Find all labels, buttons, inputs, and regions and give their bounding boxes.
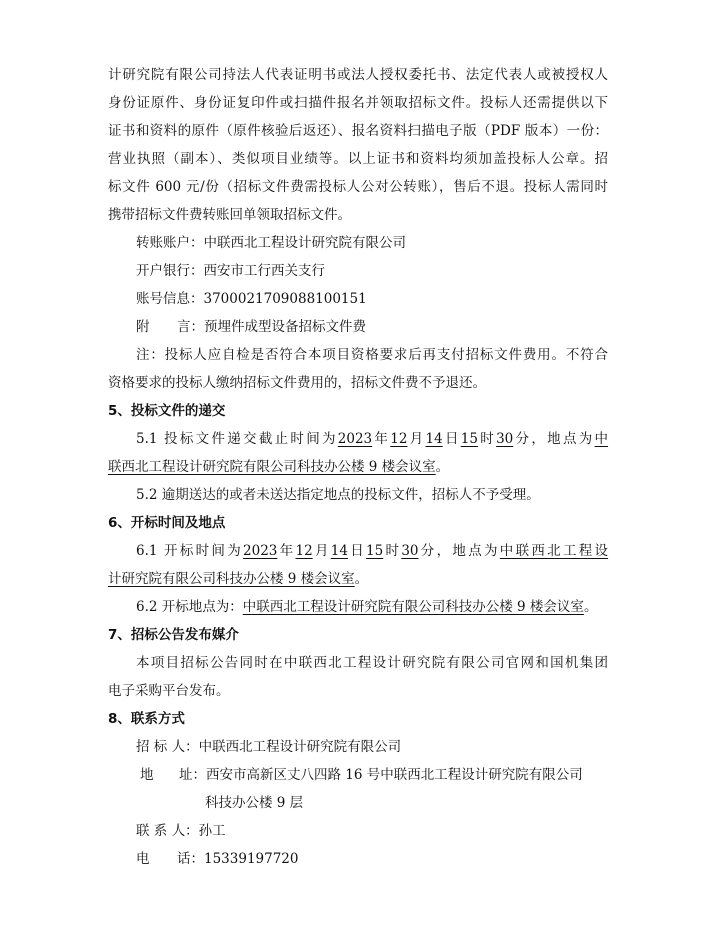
section-6-2 [136,597,608,617]
unit-minute: 分 [418,543,437,559]
remark-line: 注：投标人应自检是否符合本项目资格要求后再支付招标文件费用。不符合 [136,347,608,363]
unit-day: 日 [347,543,367,559]
intro-line: 身份证原件、身份证复印件或扫描件报名并领取招标文件。投标人还需提供以下 [108,95,608,111]
remark-line: 资格要求的投标人缴纳招标文件费用的，招标文件费不予退还。 [108,375,486,391]
opening-day: 14 [330,543,348,559]
section-7-heading: 7、招标公告发布媒介 [108,627,239,643]
contact-tenderer [136,737,608,757]
section-5-1 [136,429,608,449]
intro-line: 证书和资料的原件（原件核验后返还）、报名资料扫描电子版（PDF 版本）一份： [108,123,608,139]
address-label: 地 [140,767,154,783]
tenderer-label: 招 标 人： [136,739,199,755]
deadline-minute: 30 [496,431,514,447]
payment-account [136,233,608,253]
payment-bank-label: 开户银行： [136,263,204,279]
payment-note [136,317,608,337]
opening-location: 中联西北工程设 [499,543,609,559]
opening-location-cont: 计研究院有限公司科技办公楼 9 楼会议室 [108,571,355,587]
section-7-line: 本项目招标公告同时在中联西北工程设计研究院有限公司官网和国机集团 [136,655,608,671]
contact-address [140,765,608,785]
unit-day: 日 [442,431,461,447]
intro-line: 计研究院有限公司持法人代表证明书或法人授权委托书、法定代表人或被授权人 [108,67,608,83]
period: 。 [435,459,450,475]
section-8-heading: 8、联系方式 [108,711,185,727]
section-6-1-cont [108,569,608,589]
submission-location: 中 [594,431,609,447]
submission-location-cont: 联西北工程设计研究院有限公司科技办公楼 9 楼会议室 [108,459,436,475]
payment-note-label: 附 [136,319,150,335]
section-6-1 [136,541,608,561]
payment-number [136,289,608,309]
section-5-2: 5.2 逾期送达的或者未送达指定地点的投标文件，招标人不予受理。 [136,487,540,503]
opening-minute: 30 [401,543,419,559]
intro-line: 携带招标文件费转账回单领取招标文件。 [108,207,351,223]
section-6-heading: 6、开标时间及地点 [108,515,226,531]
address-label-2: 址： [179,767,206,783]
payment-account-label: 转账账户： [136,235,204,251]
unit-month: 月 [312,543,331,559]
section-5-heading: 5、投标文件的递交 [108,403,226,419]
phone-label-2: 话： [177,851,204,867]
unit-year: 年 [277,543,296,559]
opening-place: 中联西北工程设计研究院有限公司科技办公楼 9 楼会议室 [242,599,584,615]
payment-number-value: 3700021709088100151 [203,291,367,307]
payment-bank [136,261,608,281]
unit-year: 年 [372,431,391,447]
payment-bank-value: 西安市工行西关支行 [203,263,325,279]
phone-label: 电 [136,851,150,867]
contact-label: 联 系 人： [136,823,199,839]
tenderer-value: 中联西北工程设计研究院有限公司 [198,739,402,755]
section-7-line: 电子采购平台发布。 [108,683,230,699]
period: 。 [354,571,369,587]
deadline-year: 2023 [337,431,373,447]
unit-hour: 时 [477,431,497,447]
payment-number-label: 账号信息： [136,291,204,307]
contact-address-cont: 科技办公楼 9 层 [205,795,304,811]
deadline-month: 12 [390,431,408,447]
deadline-hour: 15 [460,431,478,447]
opening-month: 12 [295,543,313,559]
location-prefix: ，地点为 [436,543,500,559]
address-value: 西安市高新区丈八四路 16 号中联西北工程设计研究院有限公司 [206,767,583,783]
unit-month: 月 [407,431,426,447]
unit-minute: 分 [513,431,532,447]
phone-value: 15339197720 [204,851,299,867]
unit-hour: 时 [383,543,402,559]
intro-line: 营业执照（副本）、类似项目业绩等。以上证书和资料均须加盖投标人公章。招 [108,151,608,167]
payment-account-value: 中联西北工程设计研究院有限公司 [203,235,406,251]
opening-place-prefix: 6.2 开标地点为： [136,599,243,615]
deadline-prefix: 5.1 投标文件递交截止时间为 [136,431,338,447]
payment-note-value: 预埋件成型设备招标文件费 [204,319,366,335]
contact-phone [136,849,608,869]
contact-value: 孙工 [198,823,226,839]
deadline-day: 14 [425,431,443,447]
intro-line: 标文件 600 元/份（招标文件费需投标人公对公转账），售后不退。投标人需同时 [108,179,608,195]
contact-person [136,821,608,841]
opening-year: 2023 [243,543,278,559]
payment-note-label-2: 言： [177,319,204,335]
period: 。 [583,599,598,615]
opening-prefix: 6.1 开标时间为 [136,543,244,559]
section-5-1-cont [108,457,608,477]
opening-hour: 15 [366,543,384,559]
location-prefix: ，地点为 [531,431,595,447]
